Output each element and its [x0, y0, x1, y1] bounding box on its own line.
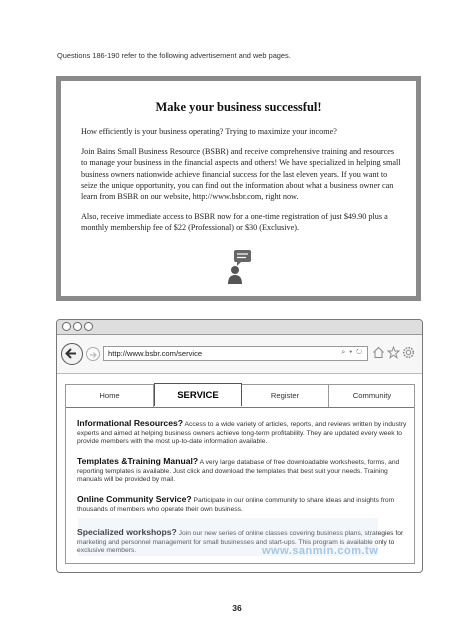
- section-text: Participate in our online community to share ideas and insights from thousands of members who operate their own business.: [77, 497, 395, 513]
- section-heading: Online Community Service?: [77, 494, 192, 504]
- section-heading: Informational Resources?: [77, 418, 184, 428]
- window-minimize-dot[interactable]: [73, 322, 82, 331]
- window-maximize-dot[interactable]: [84, 322, 93, 331]
- address-bar[interactable]: [103, 346, 368, 361]
- tab-community[interactable]: Community: [352, 391, 392, 400]
- gear-icon[interactable]: [402, 346, 415, 359]
- back-button[interactable]: [61, 343, 83, 365]
- address-controls[interactable]: ⌕ ▾ ↻: [341, 349, 363, 356]
- section-heading: Specialized workshops?: [77, 527, 177, 537]
- ad-paragraph-3: Also, receive immediate access to BSBR now for a one-time registration of just $49.90 plus a monthly membership fee of $22 (Professional) or $30 (Exclusive).: [81, 212, 388, 233]
- tab-home[interactable]: Home: [66, 385, 154, 407]
- arrow-right-icon: [87, 349, 99, 361]
- address-url: http://www.bsbr.com/service: [108, 349, 203, 358]
- ad-paragraph-2: Join Bains Small Business Resource (BSBR) and receive comprehensive training and resources to manage your business in the financial aspects and others! We have specialized in helping small business owners nationwide achieve financial success for the last eleven years. If you want to seize the unique opportunity, you can find out the information about what a business owner can learn from BSBR on our website, http://www.bsbr.com, right now.: [81, 147, 401, 202]
- publisher-watermark: www.sanmin.com.tw: [262, 545, 379, 557]
- page-number: 36: [232, 603, 242, 613]
- question-instruction: Questions 186-190 refer to the following advertisement and web pages.: [57, 51, 291, 60]
- home-icon[interactable]: [372, 346, 385, 359]
- star-icon[interactable]: [387, 346, 400, 359]
- person-speech-bubble-icon: [227, 249, 253, 285]
- ad-paragraph-1: How efficiently is your business operating? Trying to maximize your income?: [81, 127, 337, 136]
- site-navigation: [66, 385, 414, 408]
- service-section-templates: [77, 457, 407, 485]
- forward-button[interactable]: [86, 347, 100, 361]
- section-text: A very large database of free downloadable worksheets, forms, and reporting templates is available. Just click and download the templates that best suit your needs. Training manuals will be provided by mail.: [77, 459, 400, 484]
- section-heading: Templates &Training Manual?: [77, 456, 199, 466]
- advertisement: [56, 76, 421, 301]
- ad-title: Make your business successful!: [155, 100, 322, 114]
- service-section-community: [77, 495, 407, 514]
- section-text: Access to a wide variety of articles, reports, and reviews written by industry experts and aimed at helping business owners achieve long-term profitability. They are updated every week to provide members with the most up-to-date information available.: [77, 421, 407, 446]
- section-text: Join our new series of online classes covering business plans, strategies for marketing and personnel management for small businesses and start-ups. This program is available only to exclusive members.: [77, 530, 404, 555]
- browser-titlebar: [57, 320, 422, 335]
- browser-toolbar: [57, 335, 422, 374]
- tab-register[interactable]: Register: [242, 385, 329, 407]
- window-close-dot[interactable]: [62, 322, 71, 331]
- tab-service[interactable]: SERVICE: [154, 383, 242, 406]
- service-section-informational: [77, 419, 407, 447]
- arrow-left-icon: [62, 344, 81, 363]
